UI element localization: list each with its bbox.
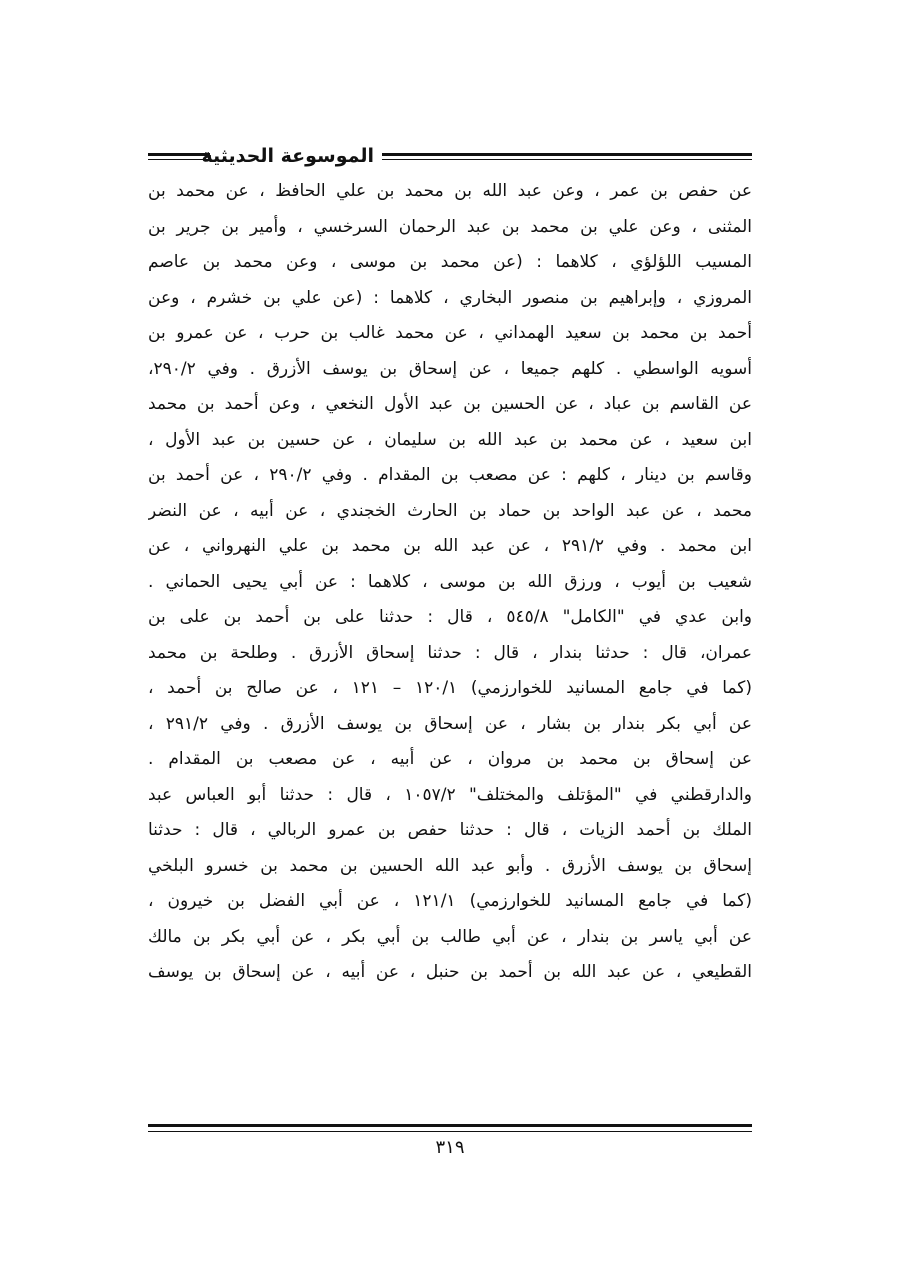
text-line: ابن محمد . وفي ٢٩١/٢ ، عن عبد الله بن محمد بن علي النهرواني ، عن: [148, 536, 752, 556]
text-line: شعيب بن أيوب ، ورزق الله بن موسى ، كلاهما : عن أبي يحيى الحماني .: [148, 571, 752, 592]
text-line: عن أبي ياسر بن بندار ، عن أبي طالب بن أبي بكر ، عن أبي بكر بن مالك: [148, 926, 752, 947]
text-line: والدارقطني في "المؤتلف والمختلف" ١٠٥٧/٢ ، قال : حدثنا أبو العباس عبد: [148, 784, 752, 805]
text-line: القطيعي ، عن عبد الله بن أحمد بن حنبل ، عن أبيه ، عن إسحاق بن يوسف: [148, 962, 752, 982]
header-rule-right: [382, 153, 752, 160]
text-line: عن إسحاق بن محمد بن مروان ، عن أبيه ، عن مصعب بن المقدام .: [148, 749, 752, 769]
footer-rule: [148, 1124, 752, 1132]
text-line: (كما في جامع المسانيد للخوارزمي) ١٢١/١ ، عن أبي الفضل بن خيرون ،: [148, 891, 752, 911]
text-line: أحمد بن محمد بن سعيد الهمداني ، عن محمد غالب بن حرب ، عن عمرو بن: [148, 323, 752, 343]
header-rule-left: [148, 153, 210, 160]
main-text: [148, 174, 752, 991]
text-line: عن القاسم بن عباد ، عن الحسين بن عبد الأول النخعي ، وعن أحمد بن محمد: [148, 394, 752, 414]
running-title: الموسوعة الحديثية: [201, 145, 374, 167]
text-line: وقاسم بن دينار ، كلهم : عن مصعب بن المقدام . وفي ٢٩٠/٢ ، عن أحمد بن: [148, 465, 752, 485]
text-line: عمران، قال : حدثنا بندار ، قال : حدثنا إسحاق الأزرق . وطلحة بن محمد: [148, 642, 752, 663]
text-line: عن أبي بكر بندار بن بشار ، عن إسحاق بن يوسف الأزرق . وفي ٢٩١/٢ ،: [148, 713, 752, 734]
text-line: المروزي ، وإبراهيم بن منصور البخاري ، كلاهما : (عن علي بن خشرم ، وعن: [148, 287, 752, 308]
text-line: ابن سعيد ، عن محمد بن عبد الله بن سليمان ، عن حسين بن عبد الأول ،: [148, 429, 752, 450]
text-line: محمد ، عن عبد الواحد بن حماد بن الحارث الخجندي ، عن أبيه ، عن النضر: [148, 500, 752, 521]
page-header: [148, 143, 752, 169]
page-number: ٣١٩: [435, 1137, 465, 1158]
text-line: (كما في جامع المسانيد للخوارزمي) ١٢٠/١ – ١٢١ ، عن صالح بن أحمد ،: [148, 678, 752, 698]
text-line: المسيب اللؤلؤي ، كلاهما : (عن محمد بن موسى ، وعن محمد بن عاصم: [148, 252, 752, 272]
text-line: المثنى ، وعن علي بن محمد بن عبد الرحمان السرخسي ، وأمير بن جرير بن: [148, 216, 752, 237]
text-line: إسحاق بن يوسف الأزرق . وأبو عبد الله الحسين بن محمد بن خسرو البلخي: [148, 855, 752, 876]
text-line: وابن عدي في "الكامل" ٥٤٥/٨ ، قال : حدثنا على بن أحمد بن على بن: [148, 607, 752, 627]
text-line: أسويه الواسطي . كلهم جميعا ، عن إسحاق بن يوسف الأزرق . وفي ٢٩٠/٢،: [148, 358, 752, 379]
text-line: عن حفص بن عمر ، وعن عبد الله بن محمد بن علي الحافظ ، عن محمد بن: [148, 181, 752, 201]
text-line: الملك بن أحمد الزيات ، قال : حدثنا حفص بن عمرو الربالي ، قال : حدثنا: [148, 820, 752, 840]
